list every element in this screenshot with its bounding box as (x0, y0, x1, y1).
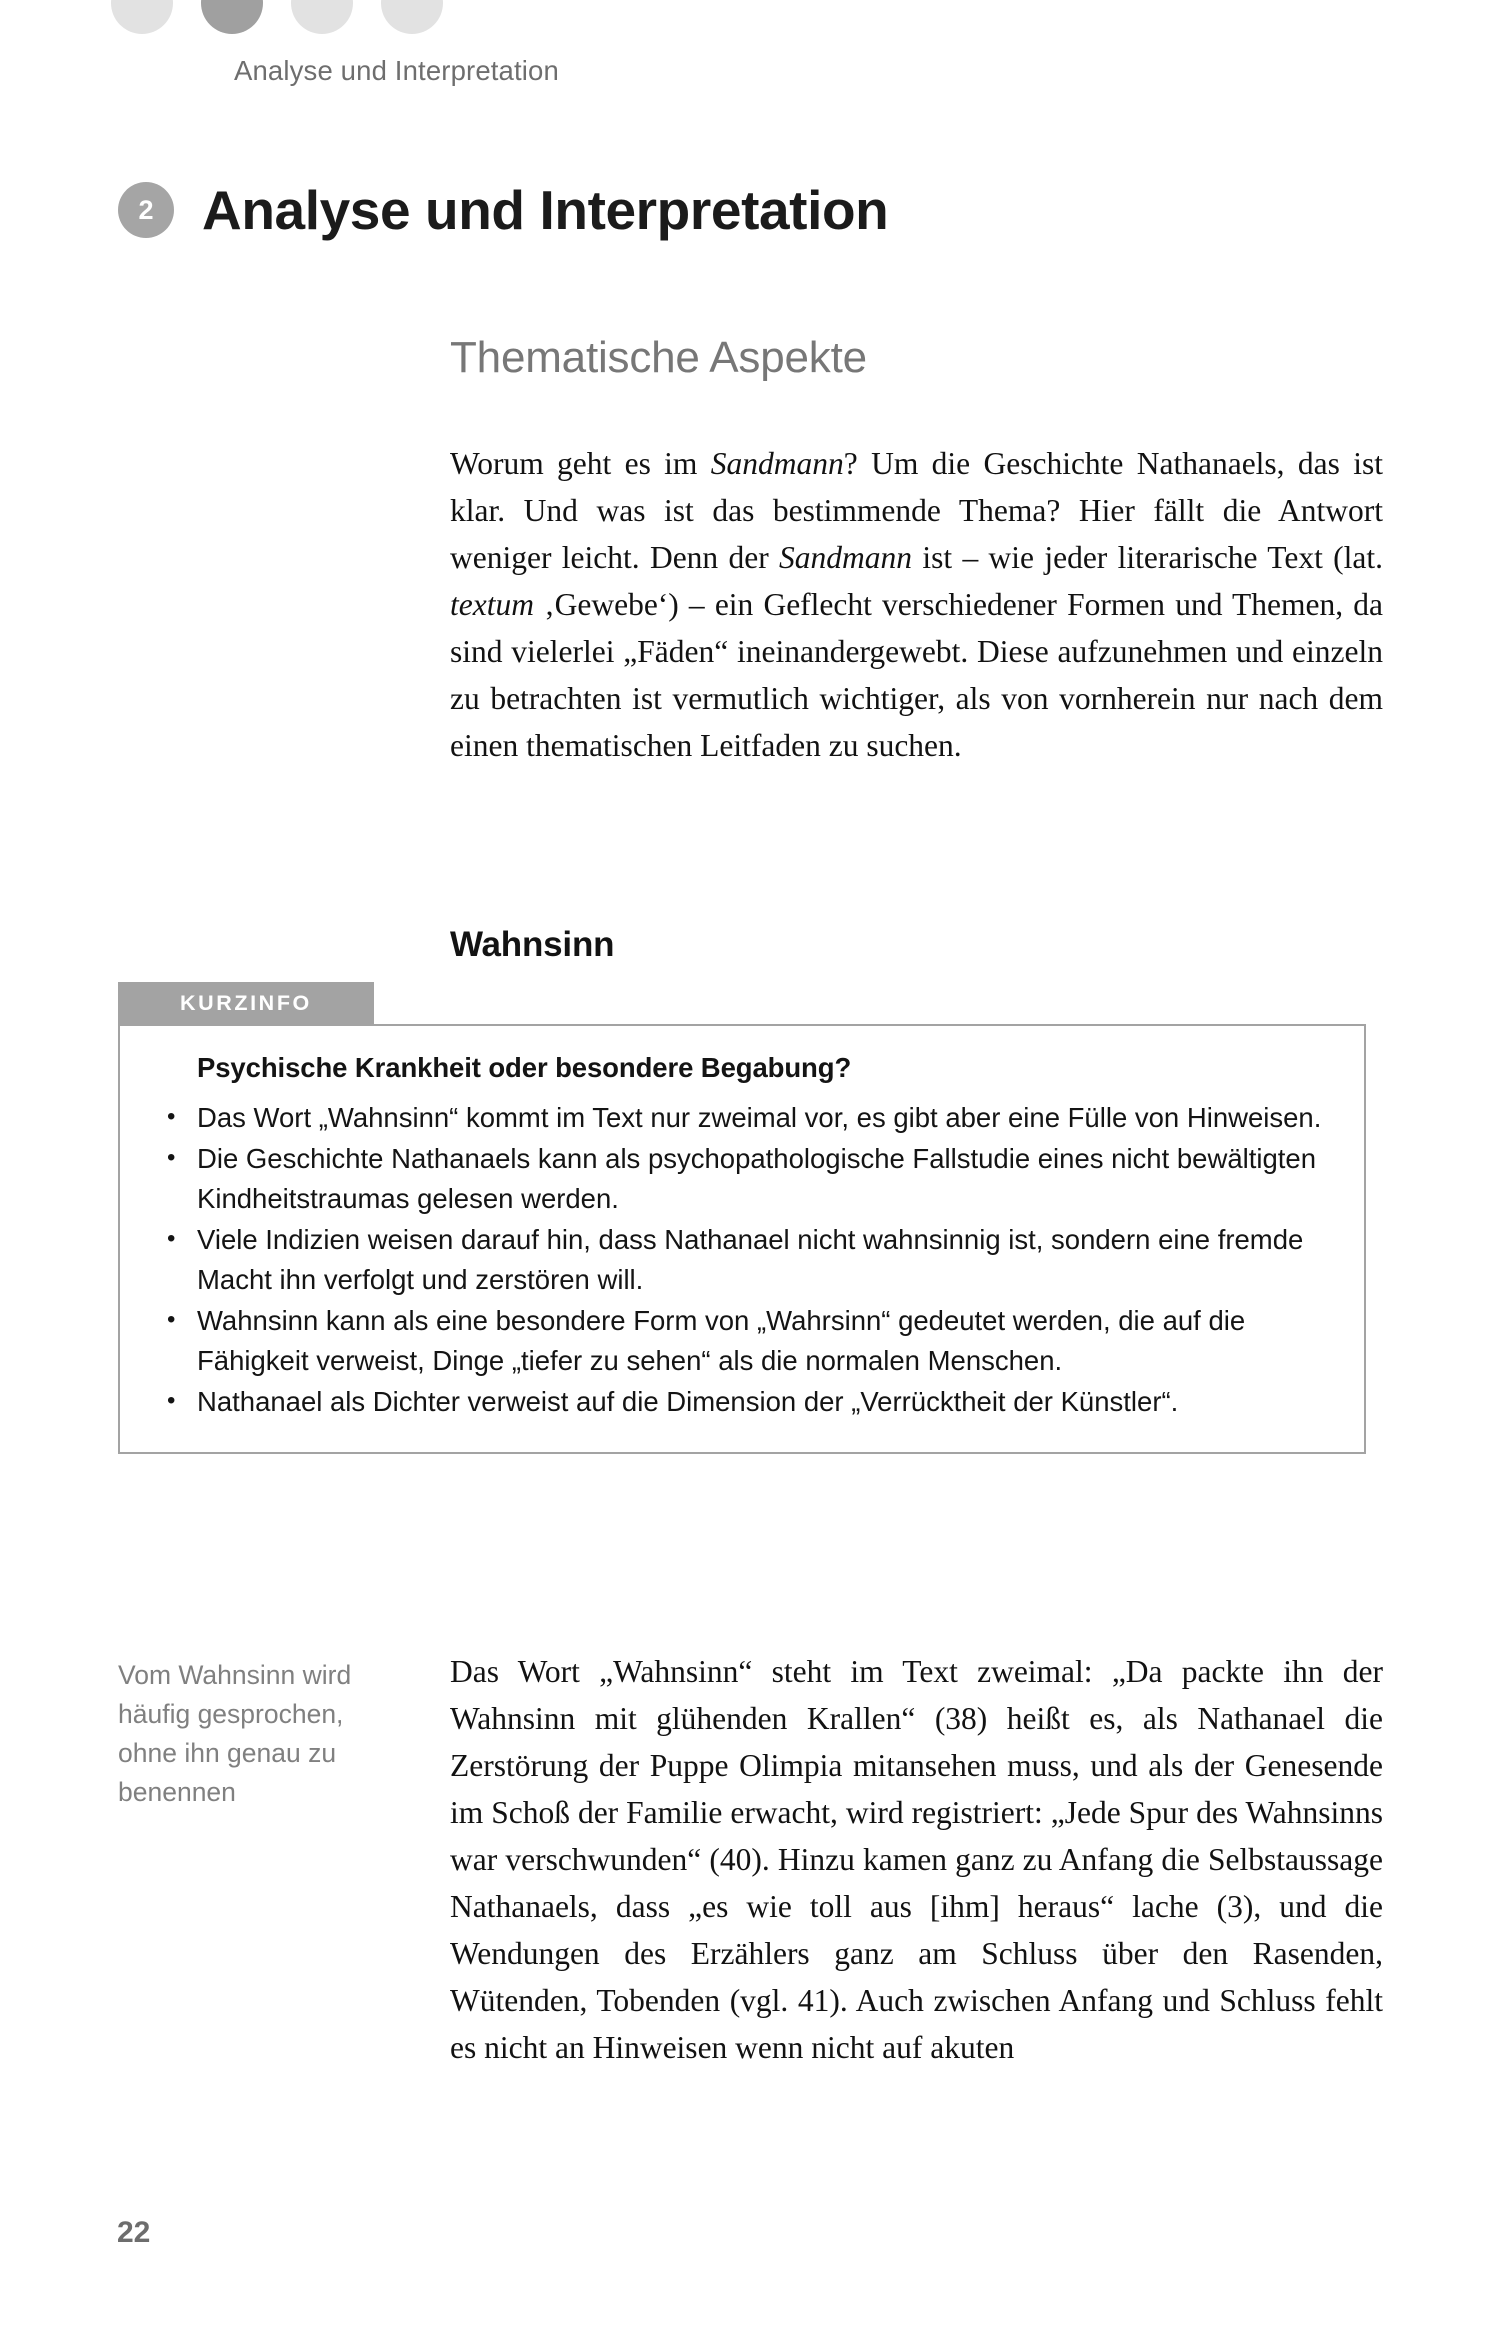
list-item: • Das Wort „Wahnsinn“ kommt im Text nur zweimal vor, es gibt aber eine Fülle von Hinweisen. (150, 1098, 1334, 1139)
list-item: • Die Geschichte Nathanaels kann als psychopathologische Fallstudie eines nicht bewältigten Kindheitstraumas gelesen werden. (150, 1139, 1334, 1220)
section-heading-thematische-aspekte: Thematische Aspekte (450, 333, 867, 382)
list-item: • Nathanael als Dichter verweist auf die Dimension der „Verrücktheit der Künstler“. (150, 1382, 1334, 1423)
kurzinfo-bullet-list (150, 1098, 1334, 1422)
intro-italic-textum: textum (450, 587, 534, 622)
kurzinfo-tab (118, 982, 374, 1024)
page-number: 22 (117, 2216, 151, 2249)
chapter-dot-3 (291, 0, 353, 34)
list-item: • Wahnsinn kann als eine besondere Form von „Wahrsinn“ gedeutet werden, die auf die Fähigkeit verweist, Dinge „tiefer zu sehen“ als die normalen Menschen. (150, 1301, 1334, 1382)
intro-text-4: ‚Gewebe‘) – ein Geflecht verschiedener Formen und Themen, da sind vielerlei „Fäden“ ineinandergewebt. Diese aufzunehmen und einzeln zu betrachten ist vermutlich wichtiger, als von vornherein nur nach dem einen thematischen Leitfaden zu suchen. (450, 587, 1383, 763)
intro-text-1: Worum geht es im (450, 446, 711, 481)
kurzinfo-box (118, 1024, 1366, 1454)
intro-text-3: ist – wie jeder literarische Text (lat. (912, 540, 1383, 575)
intro-text-2: ? Um die Geschichte Nathanaels, das ist klar. Und was ist das bestimmende Thema? Hier fällt die Antwort weniger leicht. Denn der (450, 446, 1383, 575)
intro-italic-sandmann-1: Sandmann (710, 446, 844, 481)
chapter-dot-4 (381, 0, 443, 34)
wahnsinn-body-paragraph: Das Wort „Wahnsinn“ steht im Text zweimal: „Da packte ihn der Wahnsinn mit glühenden Krallen“ (38) heißt es, als Nathanael die Zerstörung der Puppe Olimpia mitansehen muss, und als der Genesende im Schoß der Familie erwacht, wird registriert: „Jede Spur des Wahnsinns war verschwunden“ (40). Hinzu kamen ganz zu Anfang die Selbstaussage Nathanaels, dass „es wie toll aus [ihm] heraus“ lache (3), und die Wendungen des Erzählers ganz am Schluss über den Rasenden, Wütenden, Tobenden (vgl. 41). Auch zwischen Anfang und Schluss fehlt es nicht an Hinweisen wenn nicht auf akuten (450, 1654, 1383, 2065)
kurzinfo-heading: Psychische Krankheit oder besondere Begabung? (197, 1052, 852, 1083)
chapter-dot-2-active (201, 0, 263, 34)
list-item: • Viele Indizien weisen darauf hin, dass Nathanael nicht wahnsinnig ist, sondern eine fremde Macht ihn verfolgt und zerstören will. (150, 1220, 1334, 1301)
subsection-heading-wahnsinn: Wahnsinn (450, 925, 615, 964)
running-head-title: Analyse und Interpretation (234, 55, 559, 86)
kurzinfo-tab-label: KURZINFO (180, 990, 312, 1015)
page-title: Analyse und Interpretation (202, 178, 889, 241)
margin-note: Vom Wahnsinn wird häufig gesprochen, ohne ihn genau zu benennen (118, 1660, 352, 1807)
chapter-number-badge: 2 (118, 182, 174, 238)
intro-italic-sandmann-2: Sandmann (779, 540, 913, 575)
intro-paragraph (450, 440, 1383, 769)
chapter-heading (118, 178, 889, 241)
chapter-dot-1 (111, 0, 173, 34)
chapter-dots-indicator (111, 0, 443, 34)
